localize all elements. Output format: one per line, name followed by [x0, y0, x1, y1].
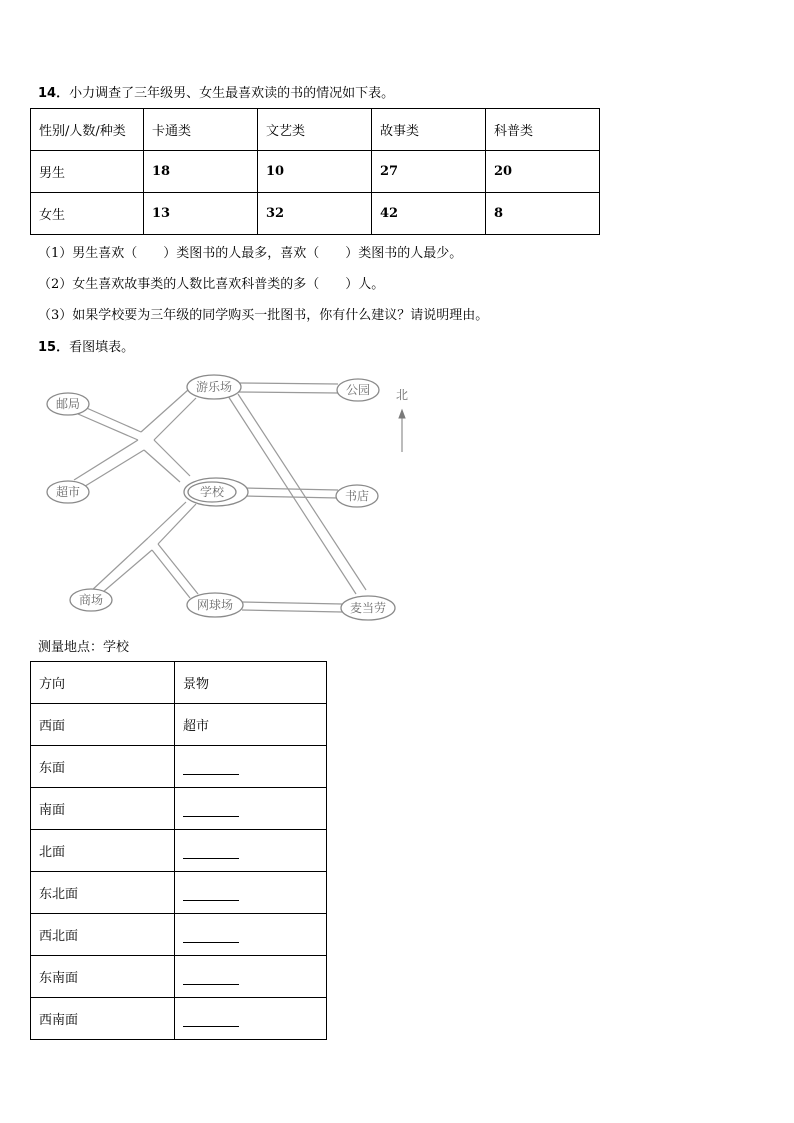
- answer-blank[interactable]: [183, 884, 239, 901]
- answer-blank[interactable]: [183, 968, 239, 985]
- table-row: [31, 998, 327, 1040]
- header-cell: 卡通类: [144, 109, 258, 151]
- answer-blank[interactable]: [183, 800, 239, 817]
- place-cell: [175, 872, 327, 914]
- place-cell: [175, 998, 327, 1040]
- q14-number: 14．: [38, 86, 70, 101]
- table-row: [31, 704, 327, 746]
- q14-title-text: 小力调查了三年级男、女生最喜欢读的书的情况如下表。: [69, 86, 395, 101]
- label-wangqiuchang: 网球场: [196, 598, 234, 612]
- q14-sub1: [38, 242, 462, 261]
- table-cell: 42: [372, 193, 486, 235]
- table-row: [31, 193, 600, 235]
- table-cell: 13: [144, 193, 258, 235]
- answer-blank[interactable]: [183, 758, 239, 775]
- direction-cell: 西北面: [31, 914, 175, 956]
- table-header-row: [31, 662, 327, 704]
- direction-cell: 东面: [31, 746, 175, 788]
- road: [244, 488, 338, 490]
- q15-number: 15．: [38, 340, 70, 355]
- table-row: [31, 151, 600, 193]
- road: [239, 392, 338, 393]
- table-cell: 20: [486, 151, 600, 193]
- road: [141, 390, 188, 432]
- road: [96, 550, 152, 598]
- answer-blank[interactable]: [183, 842, 239, 859]
- header-cell: 科普类: [486, 109, 600, 151]
- q14-sub3: （3）如果学校要为三年级的同学购买一批图书，你有什么建议？请说明理由。: [38, 308, 489, 323]
- label-youlechang: 游乐场: [195, 380, 233, 394]
- label-maidanglao: 麦当劳: [349, 601, 387, 615]
- q14-table: [30, 108, 600, 235]
- q14-title: [38, 82, 394, 101]
- q14-sub2: [38, 273, 384, 292]
- road: [144, 450, 180, 482]
- answer-blank[interactable]: [183, 926, 239, 943]
- label-youju: 邮局: [55, 397, 81, 411]
- label-gongyuan: 公园: [345, 383, 371, 397]
- table-header-row: [31, 109, 600, 151]
- direction-cell: 西面: [31, 704, 175, 746]
- road: [244, 496, 338, 498]
- table-cell: 27: [372, 151, 486, 193]
- road: [158, 544, 198, 594]
- place-cell: [175, 830, 327, 872]
- table-row: [31, 746, 327, 788]
- road: [242, 610, 342, 612]
- table-cell: 8: [486, 193, 600, 235]
- table-cell: 18: [144, 151, 258, 193]
- map-diagram: [38, 368, 418, 628]
- place-cell: [175, 746, 327, 788]
- place-cell: [175, 914, 327, 956]
- place-cell: 超市: [175, 704, 327, 746]
- header-cell: 景物: [175, 662, 327, 704]
- sub1-text-b: ）类图书的人最多，喜欢（: [163, 246, 320, 261]
- north-arrow-icon: [399, 410, 405, 452]
- header-cell: 文艺类: [258, 109, 372, 151]
- direction-cell: 东南面: [31, 956, 175, 998]
- table-row: [31, 788, 327, 830]
- table-cell: 10: [258, 151, 372, 193]
- header-cell: 故事类: [372, 109, 486, 151]
- header-cell: 方向: [31, 662, 175, 704]
- road: [154, 398, 196, 440]
- road: [239, 383, 338, 384]
- header-cell: 性别/人数/种类: [31, 109, 144, 151]
- sub1-text-a: （1）男生喜欢（: [38, 246, 138, 261]
- direction-cell: 南面: [31, 788, 175, 830]
- row-label: 男生: [31, 151, 144, 193]
- label-north: 北: [395, 388, 409, 402]
- sub2-text-b: ）人。: [345, 277, 385, 292]
- road: [154, 440, 190, 476]
- label-shudian: 书店: [344, 489, 370, 503]
- place-cell: [175, 788, 327, 830]
- direction-cell: 北面: [31, 830, 175, 872]
- sub1-text-c: ）类图书的人最少。: [345, 246, 463, 261]
- row-label: 女生: [31, 193, 144, 235]
- road: [152, 550, 190, 598]
- sub2-text-a: （2）女生喜欢故事类的人数比喜欢科普类的多（: [38, 277, 320, 292]
- label-chaoshi: 超市: [55, 485, 81, 499]
- label-shangchang: 商场: [78, 593, 104, 607]
- table-row: [31, 914, 327, 956]
- direction-cell: 东北面: [31, 872, 175, 914]
- place-cell: [175, 956, 327, 998]
- table-cell: 32: [258, 193, 372, 235]
- label-xuexiao: 学校: [199, 485, 225, 499]
- q15-title: [38, 336, 134, 355]
- measure-point: 测量地点：学校: [38, 640, 130, 655]
- table-row: [31, 872, 327, 914]
- road: [90, 538, 148, 592]
- table-row: [31, 830, 327, 872]
- q15-title-text: 看图填表。: [69, 340, 135, 355]
- q15-table: [30, 661, 327, 1040]
- answer-blank[interactable]: [183, 1010, 239, 1027]
- table-row: [31, 956, 327, 998]
- road: [242, 602, 342, 604]
- direction-cell: 西南面: [31, 998, 175, 1040]
